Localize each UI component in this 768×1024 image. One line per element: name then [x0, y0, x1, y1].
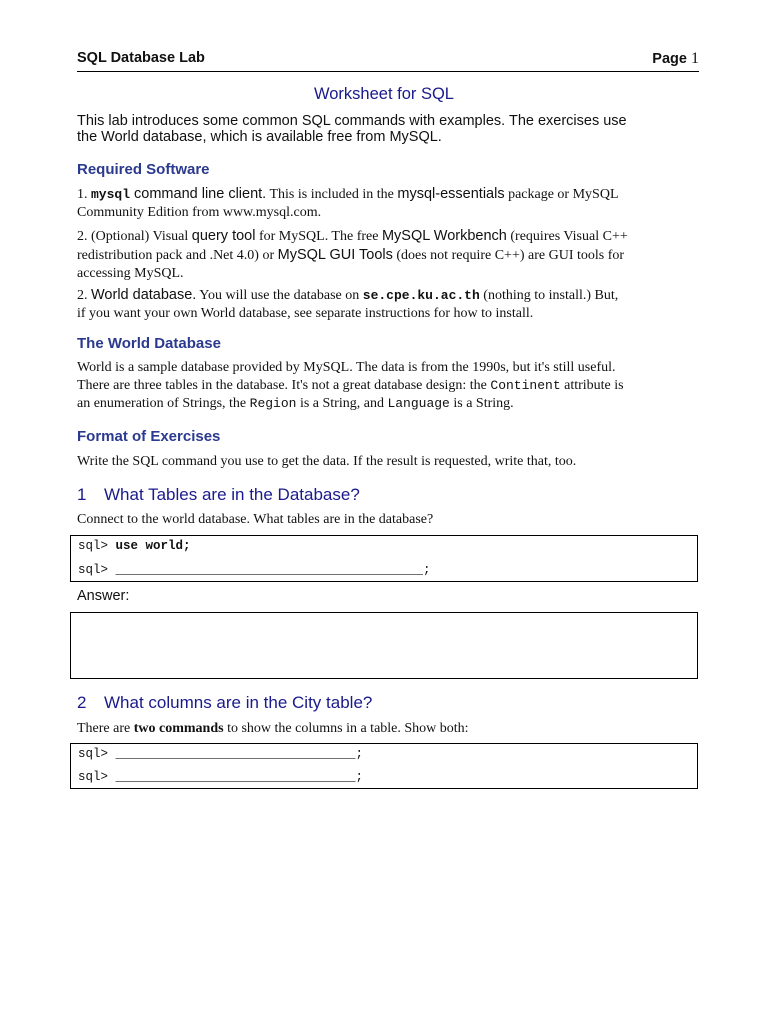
section-2-heading: 2 What columns are in the City table?: [77, 693, 373, 712]
heading-format-of-exercises: Format of Exercises: [77, 428, 221, 445]
heading-required-software: Required Software: [77, 161, 210, 178]
answer-box[interactable]: [70, 612, 698, 679]
code-line-1: sql> use world;: [78, 539, 191, 553]
document-title: Worksheet for SQL: [313, 85, 454, 103]
code-line-1[interactable]: sql> ________________________________;: [78, 747, 364, 761]
world-db-paragraph: World is a sample database provided by MySQL. The data is from the 1990s, but it's still useful. There are three tables in the database. It's not a great database design: the Continent attribute is an enumeration of Strings, the Region is a String, and Language is a String.: [77, 360, 624, 411]
intro-paragraph: This lab introduces some common SQL commands with examples. The exercises use the World database, which is available free from MySQL.: [77, 113, 627, 145]
page-number: Page 1: [652, 50, 699, 67]
section-2-code-box: [70, 743, 698, 789]
format-paragraph: Write the SQL command you use to get the data. If the result is requested, write that, too.: [77, 454, 577, 469]
software-item-2: 2. (Optional) Visual query tool for MySQL. The free MySQL Workbench (requires Visual C++ redistribution pack and .Net 4.0) or MySQL GUI Tools (does not require C++) are GUI tools for accessing MySQL.: [77, 228, 628, 281]
section-2-prompt: There are two commands to show the columns in a table. Show both:: [77, 721, 469, 736]
header-title: SQL Database Lab: [77, 50, 205, 66]
heading-world-database: The World Database: [77, 335, 221, 352]
answer-label: Answer:: [77, 588, 130, 604]
software-item-3: 2. World database. You will use the database on se.cpe.ku.ac.th (nothing to install.) But, if you want your own World database, see separate instructions for how to install.: [77, 287, 619, 321]
code-line-2[interactable]: sql> _________________________________________;: [78, 563, 431, 577]
code-line-2[interactable]: sql> ________________________________;: [78, 770, 364, 784]
section-1-prompt: Connect to the world database. What tables are in the database?: [77, 512, 434, 527]
page-header: [77, 49, 699, 72]
section-1-heading: 1 What Tables are in the Database?: [77, 485, 360, 504]
software-item-1: 1. mysql command line client. This is included in the mysql-essentials package or MySQL Community Edition from www.mysql.com.: [77, 186, 619, 220]
section-1-code-box: [70, 535, 698, 582]
